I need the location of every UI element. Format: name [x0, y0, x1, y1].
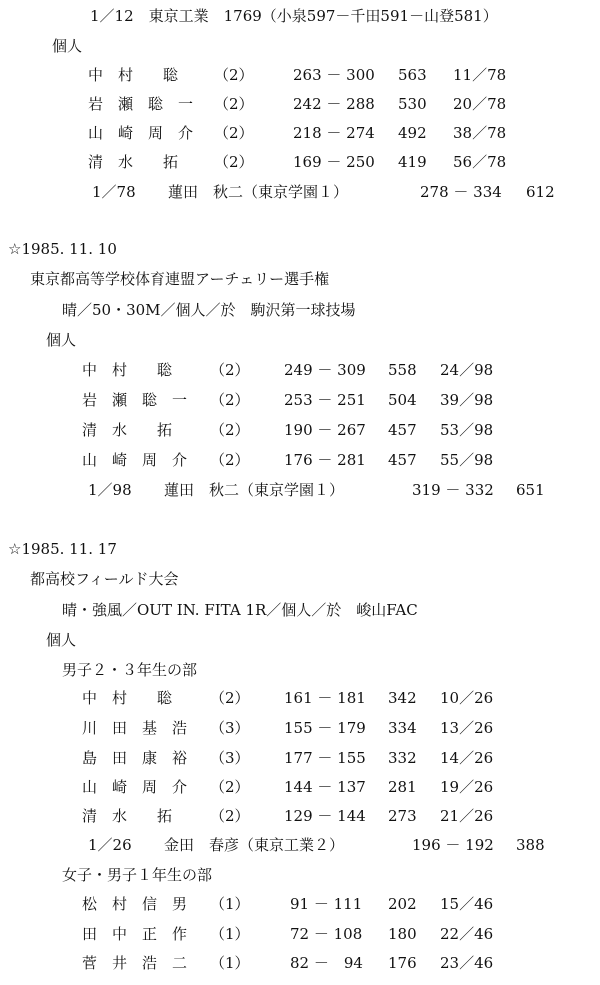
- athlete-name: 岩 瀬 聡 一: [88, 95, 194, 113]
- event-date: ☆1985. 11. 17: [8, 540, 117, 558]
- total-score: 332: [388, 749, 417, 767]
- total-score: 419: [398, 153, 427, 171]
- round-scores: 242 － 288: [293, 95, 375, 113]
- total-score: 457: [388, 421, 417, 439]
- total-score: 273: [388, 807, 417, 825]
- total-score: 180: [388, 925, 417, 943]
- rank: 56／78: [453, 153, 507, 171]
- athlete-name: 清 水 拓: [82, 807, 173, 825]
- athlete-name: 清 水 拓: [88, 153, 179, 171]
- rank: 20／78: [453, 95, 507, 113]
- section-label-individual: 個人: [46, 331, 77, 349]
- winner-place: 1／78: [92, 183, 136, 201]
- section-label-individual: 個人: [52, 37, 83, 55]
- rank: 21／26: [440, 807, 494, 825]
- event-title: 東京都高等学校体育連盟アーチェリー選手権: [30, 270, 330, 288]
- athlete-grade: （2）: [210, 421, 250, 439]
- round-scores: 129 － 144: [284, 807, 366, 825]
- round-scores: 177 － 155: [284, 749, 366, 767]
- total-score: 558: [388, 361, 417, 379]
- round-scores: 144 － 137: [284, 778, 366, 796]
- round-scores: 218 － 274: [293, 124, 375, 142]
- winner-name: 金田 春彦（東京工業２）: [164, 836, 345, 854]
- event-conditions: 晴／50・30M／個人／於 駒沢第一球技場: [62, 301, 356, 319]
- total-score: 176: [388, 954, 417, 972]
- winner-total: 388: [516, 836, 545, 854]
- athlete-name: 山 崎 周 介: [88, 124, 194, 142]
- total-score: 281: [388, 778, 417, 796]
- rank: 39／98: [440, 391, 494, 409]
- rank: 38／78: [453, 124, 507, 142]
- event-date: ☆1985. 11. 10: [8, 240, 117, 258]
- total-score: 563: [398, 66, 427, 84]
- athlete-name: 清 水 拓: [82, 421, 173, 439]
- winner-scores: 278 － 334: [420, 183, 502, 201]
- round-scores: 169 － 250: [293, 153, 375, 171]
- rank: 55／98: [440, 451, 494, 469]
- winner-place: 1／98: [88, 481, 132, 499]
- rank: 15／46: [440, 895, 494, 913]
- winner-name: 蓮田 秋二（東京学園１）: [168, 183, 349, 201]
- winner-total: 651: [516, 481, 545, 499]
- event-title: 都高校フィールド大会: [30, 570, 179, 588]
- athlete-name: 中 村 聡: [82, 361, 173, 379]
- athlete-name: 山 崎 周 介: [82, 451, 188, 469]
- rank: 19／26: [440, 778, 494, 796]
- athlete-grade: （1）: [210, 895, 250, 913]
- round-scores: 82 － 94: [290, 954, 363, 972]
- total-score: 504: [388, 391, 417, 409]
- round-scores: 249 － 309: [284, 361, 366, 379]
- athlete-grade: （2）: [210, 391, 250, 409]
- athlete-grade: （2）: [210, 361, 250, 379]
- winner-total: 612: [526, 183, 555, 201]
- athlete-grade: （2）: [214, 66, 254, 84]
- winner-name: 蓮田 秋二（東京学園１）: [164, 481, 345, 499]
- round-scores: 253 － 251: [284, 391, 366, 409]
- winner-scores: 196 － 192: [412, 836, 494, 854]
- round-scores: 176 － 281: [284, 451, 366, 469]
- athlete-name: 山 崎 周 介: [82, 778, 188, 796]
- team-result-summary: 1／12 東京工業 1769（小泉597－千田591－山登581）: [90, 7, 498, 25]
- total-score: 342: [388, 689, 417, 707]
- rank: 10／26: [440, 689, 494, 707]
- round-scores: 91 － 111: [290, 895, 363, 913]
- total-score: 202: [388, 895, 417, 913]
- athlete-name: 中 村 聡: [88, 66, 179, 84]
- athlete-grade: （2）: [210, 689, 250, 707]
- rank: 14／26: [440, 749, 494, 767]
- athlete-grade: （2）: [214, 124, 254, 142]
- total-score: 492: [398, 124, 427, 142]
- total-score: 457: [388, 451, 417, 469]
- round-scores: 72 － 108: [290, 925, 363, 943]
- athlete-grade: （2）: [210, 807, 250, 825]
- athlete-name: 菅 井 浩 二: [82, 954, 188, 972]
- round-scores: 190 － 267: [284, 421, 366, 439]
- rank: 22／46: [440, 925, 494, 943]
- rank: 53／98: [440, 421, 494, 439]
- total-score: 334: [388, 719, 417, 737]
- winner-place: 1／26: [88, 836, 132, 854]
- athlete-name: 川 田 基 浩: [82, 719, 188, 737]
- athlete-grade: （2）: [210, 778, 250, 796]
- round-scores: 155 － 179: [284, 719, 366, 737]
- total-score: 530: [398, 95, 427, 113]
- athlete-grade: （3）: [210, 719, 250, 737]
- athlete-grade: （3）: [210, 749, 250, 767]
- athlete-name: 岩 瀬 聡 一: [82, 391, 188, 409]
- round-scores: 263 － 300: [293, 66, 375, 84]
- event-conditions: 晴・強風／OUT IN. FITA 1R／個人／於 峻山FAC: [62, 601, 418, 619]
- rank: 13／26: [440, 719, 494, 737]
- group-label-boys-2-3: 男子２・３年生の部: [62, 661, 198, 679]
- athlete-grade: （1）: [210, 925, 250, 943]
- athlete-name: 中 村 聡: [82, 689, 173, 707]
- athlete-grade: （2）: [210, 451, 250, 469]
- athlete-grade: （2）: [214, 95, 254, 113]
- group-label-girls-boys-1: 女子・男子１年生の部: [62, 866, 213, 884]
- athlete-name: 島 田 康 裕: [82, 749, 188, 767]
- rank: 11／78: [453, 66, 507, 84]
- winner-scores: 319 － 332: [412, 481, 494, 499]
- section-label-individual: 個人: [46, 631, 77, 649]
- athlete-name: 田 中 正 作: [82, 925, 188, 943]
- athlete-grade: （1）: [210, 954, 250, 972]
- rank: 24／98: [440, 361, 494, 379]
- rank: 23／46: [440, 954, 494, 972]
- round-scores: 161 － 181: [284, 689, 366, 707]
- athlete-name: 松 村 信 男: [82, 895, 188, 913]
- athlete-grade: （2）: [214, 153, 254, 171]
